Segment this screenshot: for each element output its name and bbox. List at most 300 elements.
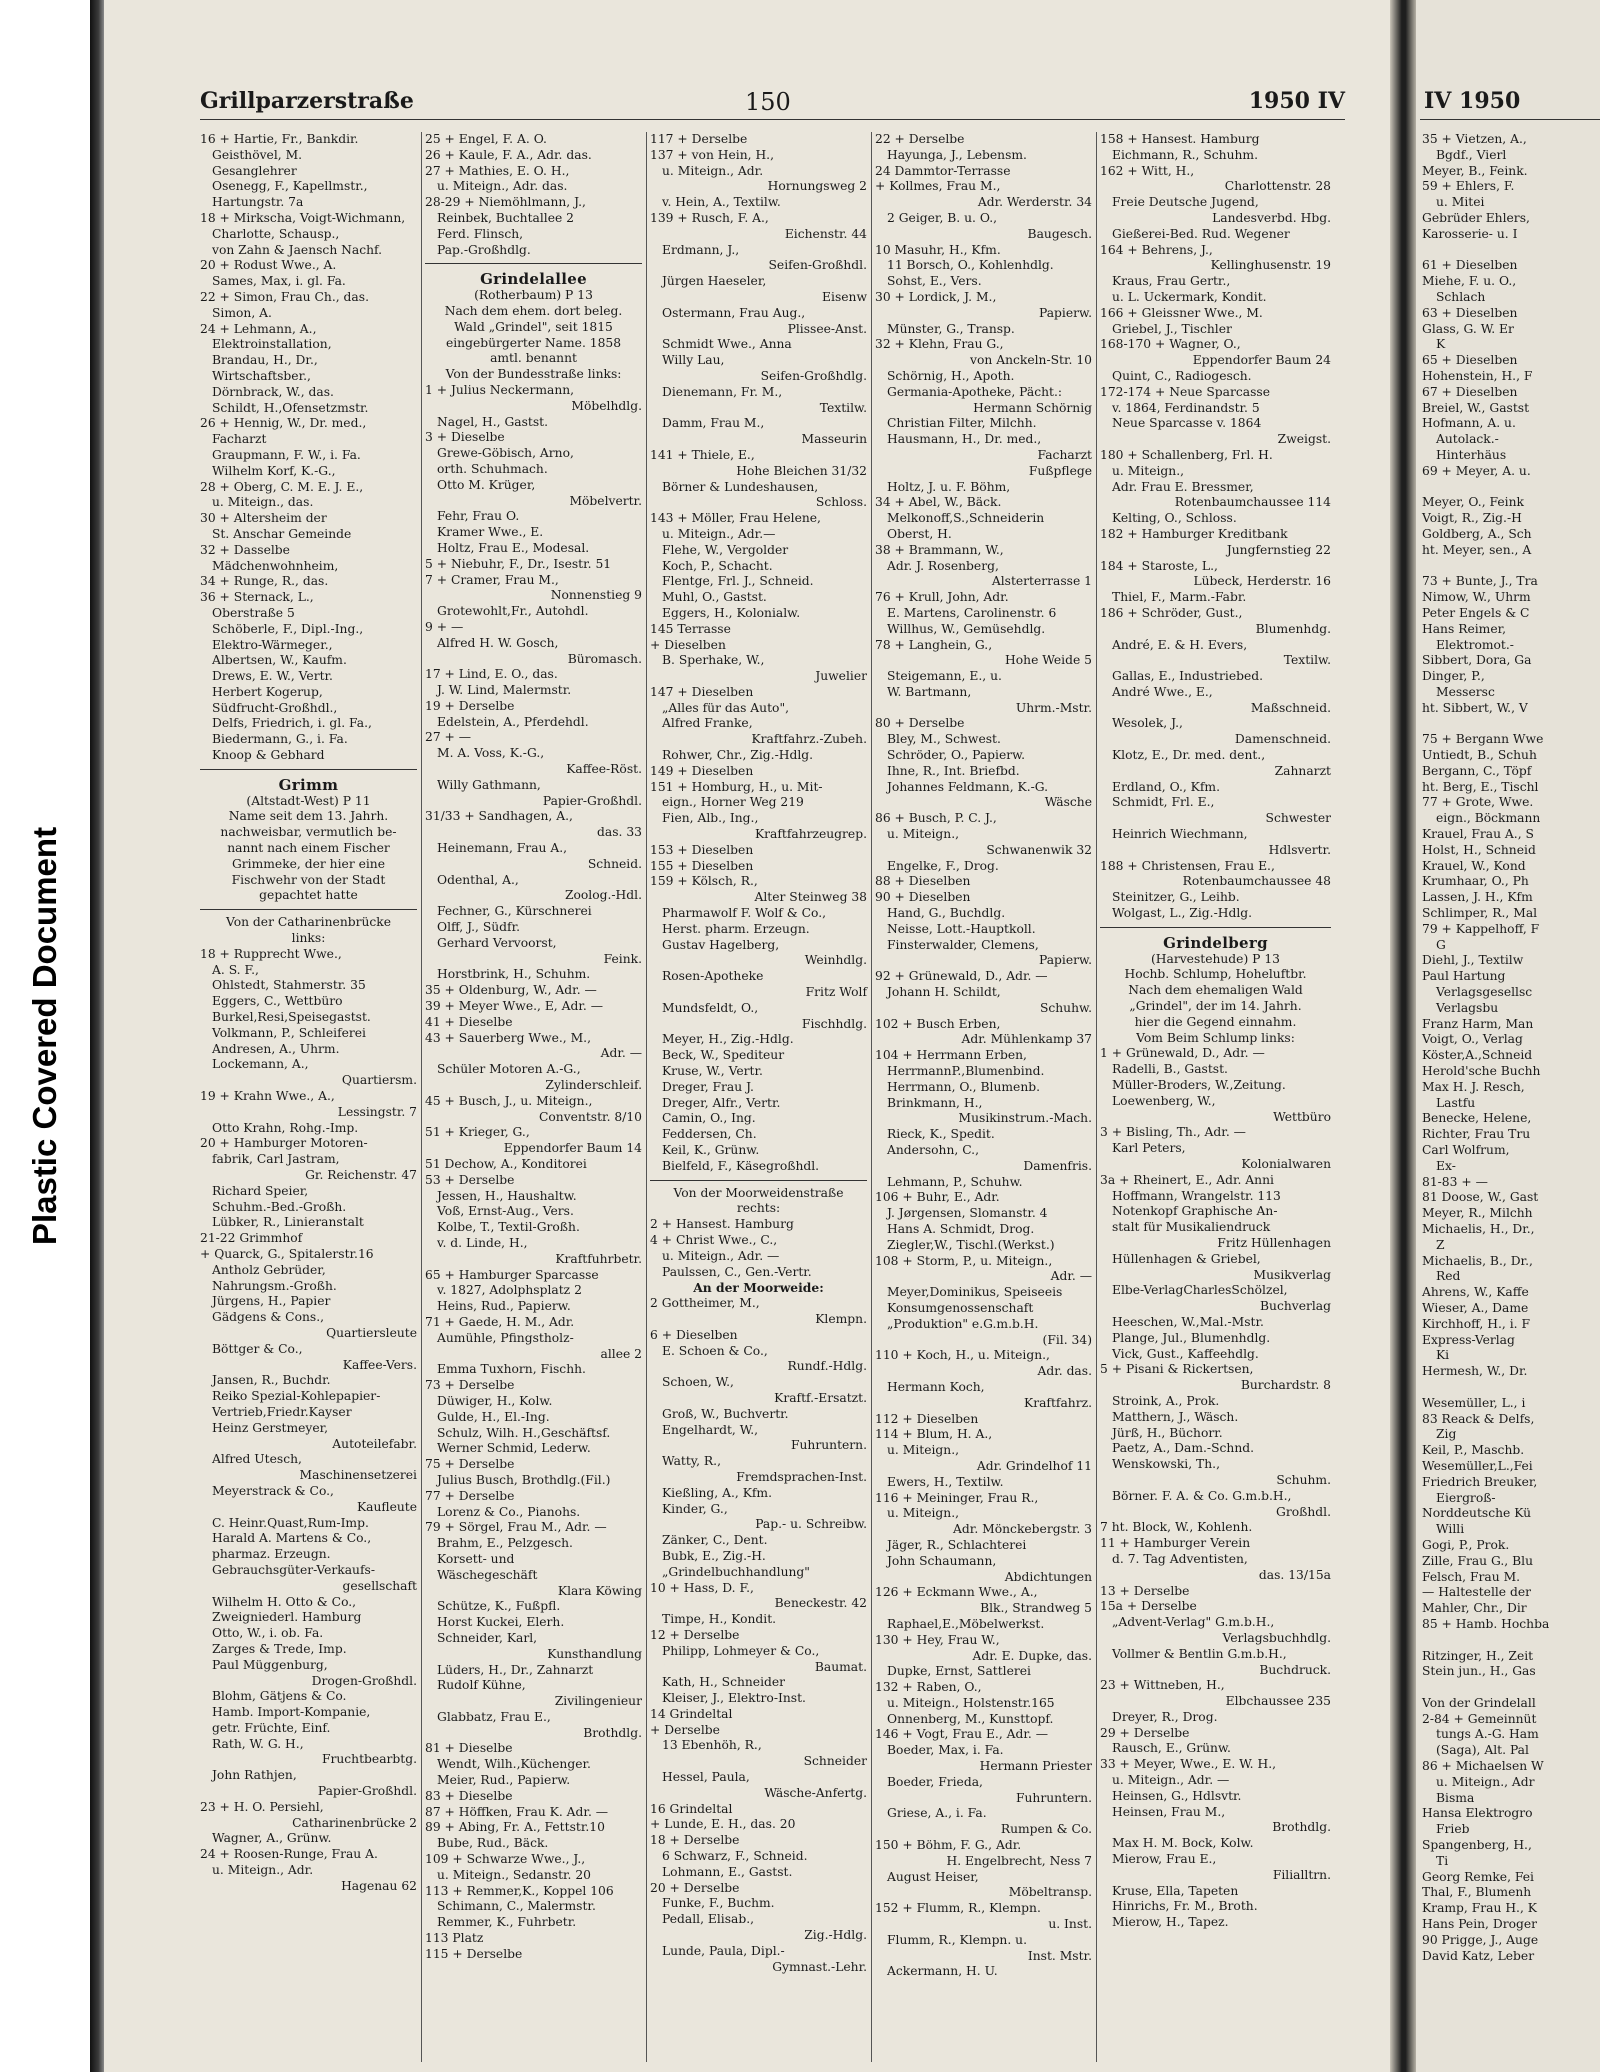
- entry-line: Von der Grindelall: [1422, 1695, 1536, 1710]
- address-entry: 31/33 + Sandhagen, A.,: [425, 809, 573, 824]
- address-entry: 164 + Behrens, J.,: [1100, 242, 1213, 257]
- address-entry: 92 + Grünewald, D., Adr. —: [875, 969, 1048, 984]
- entry-line: Karosserie- u. I: [1422, 226, 1518, 241]
- entry-line: Münster, G., Transp.: [887, 321, 1015, 336]
- entry-line: Schneider, Karl,: [437, 1630, 538, 1645]
- entry-line: Ihne, R., Int. Briefbd.: [887, 763, 1020, 778]
- entry-line: Schlimper, R., Mal: [1422, 906, 1538, 921]
- entry-line: John Schaumann,: [887, 1553, 997, 1568]
- entry-line: 35 + Vietzen, A.,: [1422, 132, 1527, 146]
- entry-line: 81-83 + —: [1422, 1174, 1488, 1189]
- street-description: „Grindel", der im 14. Jahrh.: [1129, 999, 1302, 1014]
- address-entry: 143 + Möller, Frau Helene,: [650, 511, 821, 526]
- entry-line: Steinitzer, G., Leihb.: [1112, 890, 1240, 905]
- entry-line: Fischhdlg.: [801, 1016, 867, 1031]
- entry-line: Voigt, O., Verlag: [1422, 1032, 1523, 1047]
- entry-line: Brahm, E., Pelzgesch.: [437, 1536, 573, 1551]
- entry-line: Gustav Hagelberg,: [662, 937, 780, 952]
- entry-line: Lorenz & Co., Pianohs.: [437, 1504, 581, 1519]
- entry-line: Glabbatz, Frau E.,: [437, 1709, 551, 1724]
- entry-line: Wäschegeschäft: [437, 1567, 538, 1582]
- entry-line: Adr. J. Rosenberg,: [887, 558, 999, 573]
- entry-line: Alfred Utesch,: [212, 1452, 302, 1467]
- address-entry: 33 + Meyer, Wwe., E. W. H.,: [1100, 1757, 1277, 1772]
- entry-line: Schwester: [1265, 811, 1331, 826]
- entry-line: Karl Peters,: [1112, 1141, 1186, 1156]
- entry-line: Meyer,Dominikus, Speiseeis: [887, 1285, 1063, 1300]
- entry-line: Zoolog.-Hdl.: [564, 888, 642, 903]
- address-entry: 34 + Runge, R., das.: [200, 574, 329, 589]
- entry-line: 65 + Dieselben: [1422, 353, 1518, 368]
- entry-line: Osenegg, F., Kapellmstr.,: [212, 179, 368, 194]
- entry-line: Max H. M. Bock, Kolw.: [1112, 1836, 1254, 1851]
- address-entry: 182 + Hamburger Kreditbank: [1100, 526, 1288, 541]
- entry-line: Hans A. Schmidt, Drog.: [887, 1221, 1035, 1236]
- street-heading: Grindelberg: [1163, 933, 1268, 952]
- address-entry: 137 + von Hein, H.,: [650, 147, 774, 162]
- address-entry: 150 + Böhm, F. G., Adr.: [875, 1838, 1022, 1853]
- address-entry: 22 + Simon, Frau Ch., das.: [200, 289, 369, 304]
- entry-line: Südfrucht-Großhdl.,: [212, 700, 338, 715]
- entry-line: u. Miteign., das.: [212, 495, 314, 510]
- entry-line: Hermesh, W., Dr.: [1422, 1364, 1528, 1379]
- entry-line: Emma Tuxhorn, Fischh.: [437, 1362, 586, 1377]
- address-entry: 113 + Remmer,K., Koppel 106: [425, 1883, 614, 1898]
- entry-line: Steigemann, E., u.: [887, 669, 1002, 684]
- entry-line: u. Miteign., Adr. —: [662, 1248, 780, 1263]
- entry-line: Horst Kuckei, Elerh.: [437, 1615, 565, 1630]
- street-heading: Grimm: [278, 775, 339, 794]
- entry-line: Wendt, Wilh.,Küchenger.: [437, 1757, 591, 1772]
- entry-line: Pedall, Elisab.,: [662, 1912, 755, 1927]
- entry-line: Reiko Spezial-Kohlepapier-: [212, 1389, 381, 1404]
- entry-line: pharmaz. Erzeugn.: [212, 1547, 331, 1562]
- address-entry: 35 + Oldenburg, W., Adr. —: [425, 983, 597, 998]
- entry-line: Papierw.: [1039, 305, 1092, 320]
- address-entry: 20 + Hamburger Motoren-: [200, 1136, 368, 1151]
- entry-line: Konsumgenossenschaft: [887, 1300, 1034, 1315]
- entry-line: Drews, E. W., Vertr.: [212, 669, 333, 684]
- address-entry: 18 + Derselbe: [650, 1833, 740, 1848]
- entry-line: Brothdlg.: [1272, 1820, 1331, 1835]
- entry-line: Eisenw: [822, 289, 867, 304]
- entry-line: Paetz, A., Dam.-Schnd.: [1112, 1441, 1255, 1456]
- entry-line: Hagenau 62: [341, 1878, 417, 1893]
- address-entry: 166 + Gleissner Wwe., M.: [1100, 305, 1263, 320]
- entry-line: Schulz, Wilh. H.,Geschäftsf.: [437, 1425, 611, 1440]
- street-description: Von der Bundesstraße links:: [445, 367, 622, 382]
- entry-line: Kraus, Frau Gertr.,: [1112, 274, 1231, 289]
- address-entry: 11 + Hamburger Verein: [1100, 1536, 1251, 1551]
- address-entry: 77 + Derselbe: [425, 1488, 515, 1503]
- entry-line: Bergann, C., Töpf: [1422, 763, 1532, 778]
- entry-line: Gesanglehrer: [212, 163, 297, 178]
- entry-line: Engelke, F., Drog.: [887, 858, 999, 873]
- section-rule: [425, 263, 642, 264]
- entry-line: Baumat.: [814, 1659, 867, 1674]
- entry-line: Hans Reimer,: [1422, 621, 1507, 636]
- entry-line: Alter Steinweg 38: [754, 890, 867, 905]
- address-entry: 16 Grindeltal: [650, 1801, 733, 1816]
- entry-line: Bube, Rud., Bäck.: [437, 1836, 549, 1851]
- address-entry: 109 + Schwarze Wwe., J.,: [425, 1852, 586, 1867]
- entry-line: Dupke, Ernst, Sattlerei: [887, 1664, 1031, 1679]
- entry-line: u. Miteign., Adr.—: [662, 526, 776, 541]
- entry-line: André, E. & H. Evers,: [1112, 637, 1248, 652]
- entry-line: 13 Ebenhöh, R.,: [662, 1738, 762, 1753]
- address-entry: 3 + Dieselbe: [425, 430, 505, 445]
- entry-line: David Katz, Leber: [1422, 1948, 1535, 1963]
- entry-line: u. Miteign., Holstenstr.165: [887, 1695, 1055, 1710]
- entry-line: Schuhm.: [1276, 1472, 1331, 1487]
- entry-line: K: [1436, 337, 1446, 352]
- entry-line: Olff, J., Südfr.: [437, 920, 521, 935]
- entry-line: Ostermann, Frau Aug.,: [662, 305, 806, 320]
- entry-line: Carl Wolfrum,: [1422, 1143, 1510, 1157]
- address-entry: 152 + Flumm, R., Klempn.: [875, 1901, 1041, 1916]
- entry-line: 59 + Ehlers, F.: [1422, 179, 1515, 194]
- entry-line: d. 7. Tag Adventisten,: [1112, 1551, 1248, 1566]
- entry-line: Heins, Rud., Papierw.: [437, 1299, 571, 1314]
- entry-line: Hermann Schörnig: [973, 400, 1092, 415]
- entry-line: Radelli, B., Gastst.: [1112, 1062, 1228, 1077]
- entry-line: Kaufleute: [356, 1499, 417, 1514]
- street-description: nannt nach einem Fischer: [227, 841, 390, 856]
- address-entry: 112 + Dieselben: [875, 1411, 979, 1426]
- entry-line: Holst, H., Schneid: [1422, 842, 1536, 857]
- entry-line: Red: [1436, 1269, 1461, 1284]
- entry-line: 6 Schwarz, F., Schneid.: [662, 1849, 808, 1864]
- entry-line: tungs A.-G. Ham: [1436, 1727, 1539, 1742]
- entry-line: Antholz Gebrüder,: [212, 1262, 326, 1277]
- entry-line: getr. Früchte, Einf.: [212, 1720, 331, 1735]
- entry-line: Fruchtbearbtg.: [321, 1752, 417, 1767]
- address-entry: 30 + Lordick, J. M.,: [875, 289, 997, 304]
- entry-line: Kunsthandlung: [547, 1646, 642, 1661]
- entry-line: Jürgen Haeseler,: [662, 274, 767, 289]
- entry-line: Boeder, Frieda,: [887, 1774, 983, 1789]
- entry-line: Adr. —: [1050, 1269, 1092, 1284]
- entry-line: Papierw.: [1039, 953, 1092, 968]
- entry-line: Michaelis, H., Dr.,: [1422, 1221, 1535, 1236]
- entry-line: 86 + Michaelsen W: [1422, 1759, 1544, 1774]
- entry-line: Kellinghusenstr. 19: [1210, 258, 1331, 273]
- entry-line: Gogi, P., Prok.: [1422, 1537, 1510, 1552]
- address-entry: 186 + Schröder, Gust.,: [1100, 605, 1243, 620]
- entry-line: Textilw.: [819, 400, 867, 415]
- entry-line: Meyer, H., Zig.-Hdlg.: [662, 1032, 794, 1047]
- address-entry: 39 + Meyer Wwe., E, Adr. —: [425, 999, 604, 1014]
- entry-line: Norddeutsche Kü: [1422, 1506, 1532, 1521]
- address-entry: 90 + Dieselben: [875, 890, 971, 905]
- entry-line: Lastfu: [1436, 1095, 1476, 1110]
- entry-line: Hüllenhagen & Griebel,: [1112, 1251, 1261, 1266]
- address-entry: 153 + Dieselben: [650, 842, 754, 857]
- entry-line: Willhus, W., Gemüsehdlg.: [887, 621, 1046, 636]
- street-description: Vom Beim Schlump links:: [1136, 1030, 1295, 1045]
- entry-line: Ritzinger, H., Zeit: [1422, 1648, 1534, 1663]
- entry-line: Weinhdlg.: [804, 953, 867, 968]
- entry-line: Grewe-Göbisch, Arno,: [437, 446, 574, 461]
- entry-line: Pharmawolf F. Wolf & Co.,: [662, 906, 827, 921]
- entry-line: Mierow, Frau E.,: [1112, 1852, 1217, 1867]
- entry-line: u. Miteign.,: [1112, 463, 1185, 478]
- entry-line: Adr. E. Dupke, das.: [972, 1648, 1092, 1663]
- entry-line: Klempn.: [815, 1311, 867, 1326]
- entry-line: Maßschneid.: [1250, 700, 1331, 715]
- entry-line: Hornungsweg 2: [767, 179, 867, 194]
- entry-line: Heinsen, Frau M.,: [1112, 1804, 1226, 1819]
- entry-line: Fuhruntern.: [790, 1438, 867, 1453]
- entry-line: Melkonoff,S.,Schneiderin: [887, 511, 1045, 526]
- entry-line: Abdichtungen: [1004, 1569, 1092, 1584]
- entry-line: 11 Borsch, O., Kohlenhdlg.: [887, 258, 1054, 273]
- entry-line: Germania-Apotheke, Pächt.:: [887, 384, 1063, 399]
- entry-line: Wenskowski, Th.,: [1112, 1457, 1220, 1472]
- entry-line: 75 + Bergann Wwe: [1422, 732, 1544, 747]
- address-entry: 162 + Witt, H.,: [1100, 163, 1195, 178]
- address-entry: 1 + Grünewald, D., Adr. —: [1100, 1046, 1265, 1061]
- address-entry: 38 + Brammann, W.,: [875, 542, 1004, 557]
- entry-line: Dreyer, R., Drog.: [1112, 1709, 1218, 1724]
- entry-line: Nahrungsm.-Großh.: [212, 1278, 337, 1293]
- entry-line: Textilw.: [1283, 653, 1331, 668]
- entry-line: Frieb: [1436, 1822, 1470, 1837]
- address-entry: 28 + Oberg, C. M. E. J. E.,: [200, 479, 364, 494]
- entry-line: Eiergroß-: [1436, 1490, 1496, 1505]
- entry-line: Gebrüder Ehlers,: [1422, 210, 1530, 225]
- address-entry: + Dieselben: [650, 637, 726, 652]
- entry-line: Mädchenwohnheim,: [212, 558, 339, 573]
- entry-line: Lassen, J. H., Kfm: [1422, 890, 1533, 905]
- entry-line: Baugesch.: [1027, 226, 1092, 241]
- directory-column-3: [650, 132, 872, 2062]
- address-entry: 114 + Blum, H. A.,: [875, 1427, 993, 1442]
- entry-line: Pap.-Großhdlg.: [437, 242, 531, 257]
- entry-line: Edelstein, A., Pferdehdl.: [437, 714, 589, 729]
- entry-line: (Saga), Alt. Pal: [1436, 1743, 1529, 1758]
- address-entry: 75 + Derselbe: [425, 1457, 515, 1472]
- entry-line: Schmidt, Frl. E.,: [1112, 795, 1215, 810]
- address-entry: 86 + Busch, P. C. J.,: [875, 811, 997, 826]
- entry-line: Verlagsbuchhdlg.: [1222, 1630, 1331, 1645]
- entry-line: Facharzt: [212, 432, 267, 447]
- entry-line: Rosen-Apotheke: [662, 969, 764, 984]
- entry-line: Diehl, J., Textilw: [1422, 953, 1524, 968]
- entry-line: Musikinstrum.-Mach.: [958, 1111, 1092, 1126]
- entry-line: Mahler, Chr., Dir: [1422, 1601, 1527, 1616]
- entry-line: Bisma: [1436, 1790, 1475, 1805]
- entry-line: Klotz, E., Dr. med. dent.,: [1112, 748, 1266, 763]
- address-entry: 188 + Christensen, Frau E.,: [1100, 858, 1275, 873]
- entry-line: Neisse, Lott.-Hauptkoll.: [887, 921, 1036, 936]
- entry-line: Werner Schmid, Lederw.: [437, 1441, 591, 1456]
- entry-line: Möbelvertr.: [569, 493, 642, 508]
- address-entry: 1 + Julius Neckermann,: [425, 382, 575, 397]
- entry-line: Ackermann, H. U.: [887, 1964, 998, 1979]
- entry-line: Gädgens & Cons.,: [212, 1310, 325, 1325]
- entry-line: Autolack.-: [1436, 432, 1499, 447]
- entry-line: Miehe, F. u. O.,: [1422, 274, 1517, 289]
- entry-line: [1422, 243, 1600, 259]
- entry-line: 83 Reack & Delfs,: [1422, 1411, 1535, 1426]
- entry-line: Kruse, W., Vertr.: [662, 1064, 763, 1079]
- street-description: Nach dem ehem. dort beleg.: [444, 303, 623, 318]
- header-page-number: 150: [745, 88, 791, 116]
- entry-line: Düwiger, H., Kolw.: [437, 1393, 553, 1408]
- entry-line: Boeder, Max, i. Fa.: [887, 1743, 1004, 1758]
- entry-line: Zig: [1436, 1427, 1457, 1442]
- entry-line: Wilhelm H. Otto & Co.,: [212, 1594, 357, 1609]
- entry-line: Gerhard Vervoorst,: [437, 935, 557, 950]
- entry-line: Keil, K., Grünw.: [662, 1143, 760, 1157]
- entry-line: Julius Busch, Brothdlg.(Fil.): [437, 1472, 611, 1487]
- address-entry: 145 Terrasse: [650, 621, 731, 636]
- entry-line: Breiel, W., Gastst: [1422, 400, 1530, 415]
- address-entry: 26 + Kaule, F. A., Adr. das.: [425, 147, 592, 162]
- entry-line: Notenkopf Graphische An-: [1112, 1204, 1278, 1219]
- address-entry: 89 + Abing, Fr. A., Fettstr.10: [425, 1820, 605, 1835]
- entry-line: Reinbek, Buchtallee 2: [437, 210, 574, 225]
- entry-line: Kraftfahrz.: [1024, 1395, 1092, 1410]
- entry-line: Hamb. Import-Kompanie,: [212, 1705, 371, 1720]
- entry-line: Gymnast.-Lehr.: [772, 1959, 867, 1974]
- address-entry: 78 + Langhein, G.,: [875, 637, 993, 652]
- address-entry: 30 + Altersheim der: [200, 511, 327, 526]
- entry-line: Krauel, Frau A., S: [1422, 827, 1534, 842]
- entry-line: Schuhm.-Bed.-Großh.: [212, 1199, 347, 1214]
- street-description: Nach dem ehemaligen Wald: [1128, 983, 1303, 998]
- page-header: [200, 88, 1375, 122]
- entry-line: Paulssen, C., Gen.-Vertr.: [662, 1264, 812, 1279]
- address-entry: 80 + Derselbe: [875, 716, 965, 731]
- entry-line: [1422, 480, 1600, 496]
- entry-line: Kraftfahrz.-Zubeh.: [751, 732, 867, 747]
- entry-line: Zivilingenieur: [554, 1694, 642, 1709]
- entry-line: Seifen-Großhdlg.: [760, 368, 867, 383]
- entry-line: Kramp, Frau H., K: [1422, 1901, 1537, 1916]
- entry-line: Voß, Ernst-Aug., Vers.: [437, 1204, 574, 1219]
- address-entry: 43 + Sauerberg Wwe., M.,: [425, 1030, 591, 1045]
- entry-line: Wesolek, J.,: [1112, 716, 1183, 731]
- entry-line: v. 1827, Adolphsplatz 2: [437, 1283, 582, 1298]
- entry-line: Schuhw.: [1039, 1000, 1092, 1015]
- entry-line: Wilhelm Korf, K.-G.,: [212, 463, 336, 478]
- entry-line: Korsett- und: [437, 1551, 515, 1566]
- entry-line: Rieck, K., Spedit.: [887, 1127, 995, 1142]
- entry-line: 73 + Bunte, J., Tra: [1422, 574, 1538, 589]
- entry-line: Johann H. Schildt,: [887, 985, 1001, 1000]
- entry-line: 90 Prigge, J., Auge: [1422, 1932, 1539, 1947]
- address-entry: 23 + H. O. Persiehl,: [200, 1799, 324, 1814]
- street-description: nachweisbar, vermutlich be-: [220, 825, 397, 840]
- street-description: hier die Gegend einnahm.: [1134, 1014, 1297, 1029]
- section-rule: [200, 909, 417, 910]
- entry-line: Plissee-Anst.: [787, 321, 867, 336]
- entry-line: Rohwer, Chr., Zig.-Hdlg.: [662, 748, 814, 763]
- entry-line: Jungfernstieg 22: [1226, 542, 1331, 557]
- address-entry: 110 + Koch, H., u. Miteign.,: [875, 1348, 1050, 1363]
- entry-line: Remmer, K., Fuhrbetr.: [437, 1915, 577, 1930]
- entry-line: Plange, Jul., Blumenhdlg.: [1112, 1330, 1271, 1345]
- entry-line: Flehe, W., Vergolder: [662, 542, 789, 557]
- address-entry: 81 + Dieselbe: [425, 1741, 513, 1756]
- entry-line: Meyer, R., Milchh: [1422, 1206, 1533, 1221]
- entry-line: Wesemüller, L., i: [1422, 1395, 1526, 1410]
- entry-line: Vick, Gust., Kaffeehdlg.: [1112, 1346, 1259, 1361]
- entry-line: Meyer, B., Feink.: [1422, 163, 1528, 178]
- entry-line: Eggers, C., Wettbüro: [212, 994, 343, 1009]
- entry-line: Schneid.: [587, 856, 642, 871]
- entry-line: Fuhruntern.: [1015, 1790, 1092, 1805]
- entry-line: Lehmann, P., Schuhw.: [887, 1174, 1023, 1189]
- address-entry: 172-174 + Neue Sparcasse: [1100, 384, 1270, 399]
- right-page-column: [1422, 132, 1600, 1964]
- entry-line: Adr. Mönckebergstr. 3: [953, 1522, 1092, 1537]
- address-entry: 45 + Busch, J., u. Miteign.,: [425, 1093, 593, 1108]
- entry-line: Facharzt: [1037, 447, 1092, 462]
- entry-line: Mierow, H., Tapez.: [1112, 1915, 1229, 1930]
- subsection-heading: An der Moorweide:: [693, 1280, 824, 1296]
- address-entry: 4 + Christ Wwe., C.,: [650, 1232, 778, 1247]
- entry-line: Onnenberg, M., Kunsttopf.: [887, 1711, 1054, 1726]
- address-entry: 7 + Cramer, Frau M.,: [425, 572, 559, 587]
- entry-line: Friedrich Breuker,: [1422, 1474, 1538, 1489]
- entry-line: Eichmann, R., Schuhm.: [1112, 147, 1258, 162]
- entry-line: u. Miteign., Sedanstr. 20: [437, 1867, 591, 1882]
- entry-line: Bubk, E., Zig.-H.: [662, 1548, 766, 1563]
- entry-line: Heinz Gerstmeyer,: [212, 1420, 329, 1435]
- entry-line: Camin, O., Ing.: [662, 1111, 756, 1126]
- entry-line: Ohlstedt, Stahmerstr. 35: [212, 978, 366, 993]
- address-entry: 79 + Sörgel, Frau M., Adr. —: [425, 1520, 607, 1535]
- entry-line: Hoffmann, Wrangelstr. 113: [1112, 1188, 1281, 1203]
- entry-line: Raphael,E.,Möbelwerkst.: [887, 1616, 1045, 1631]
- entry-line: 85 + Hamb. Hochba: [1422, 1616, 1550, 1631]
- entry-line: Uhrm.-Mstr.: [1015, 700, 1092, 715]
- street-description: Hochb. Schlump, Hoheluftbr.: [1124, 967, 1307, 982]
- entry-line: Gulde, H., El.-Ing.: [437, 1409, 550, 1424]
- address-entry: 147 + Dieselben: [650, 684, 754, 699]
- entry-line: Burkel,Resi,Speisegastst.: [212, 1010, 371, 1025]
- entry-line: [1422, 1380, 1600, 1396]
- street-description: (Harvestehude) P 13: [1150, 951, 1280, 966]
- address-entry: 24 + Roosen-Runge, Frau A.: [200, 1847, 378, 1862]
- entry-line: Erdmann, J.,: [662, 242, 740, 257]
- address-entry: 32 + Dasselbe: [200, 542, 290, 557]
- address-entry: 73 + Derselbe: [425, 1378, 515, 1393]
- entry-line: Catharinenbrücke 2: [292, 1815, 417, 1830]
- address-entry: 13 + Derselbe: [1100, 1583, 1190, 1598]
- entry-line: Fien, Alb., Ing.,: [662, 811, 759, 826]
- address-entry: 2 Gottheimer, M.,: [650, 1296, 760, 1311]
- entry-line: Adr. Werderstr. 34: [977, 195, 1092, 210]
- entry-line: Börner. F. A. & Co. G.m.b.H.,: [1112, 1488, 1292, 1503]
- entry-line: „Advent-Verlag" G.m.b.H.,: [1112, 1615, 1275, 1630]
- entry-line: Kraftfahrzeugrep.: [754, 827, 867, 842]
- entry-line: Kirchhoff, H., i. F: [1422, 1316, 1530, 1331]
- entry-line: 63 + Dieselben: [1422, 305, 1518, 320]
- entry-line: Damenfris.: [1023, 1158, 1092, 1173]
- entry-line: Papier-Großhdl.: [542, 793, 642, 808]
- entry-line: 67 + Dieselben: [1422, 384, 1518, 399]
- entry-line: Jürß, H., Büchorr.: [1112, 1425, 1223, 1440]
- address-entry: 3 + Bisling, Th., Adr. —: [1100, 1125, 1246, 1140]
- section-rule: [1100, 927, 1331, 928]
- entry-line: Georg Remke, Fei: [1422, 1869, 1534, 1884]
- entry-line: Hessel, Paula,: [662, 1770, 750, 1785]
- address-entry: 87 + Höffken, Frau K. Adr. —: [425, 1804, 609, 1819]
